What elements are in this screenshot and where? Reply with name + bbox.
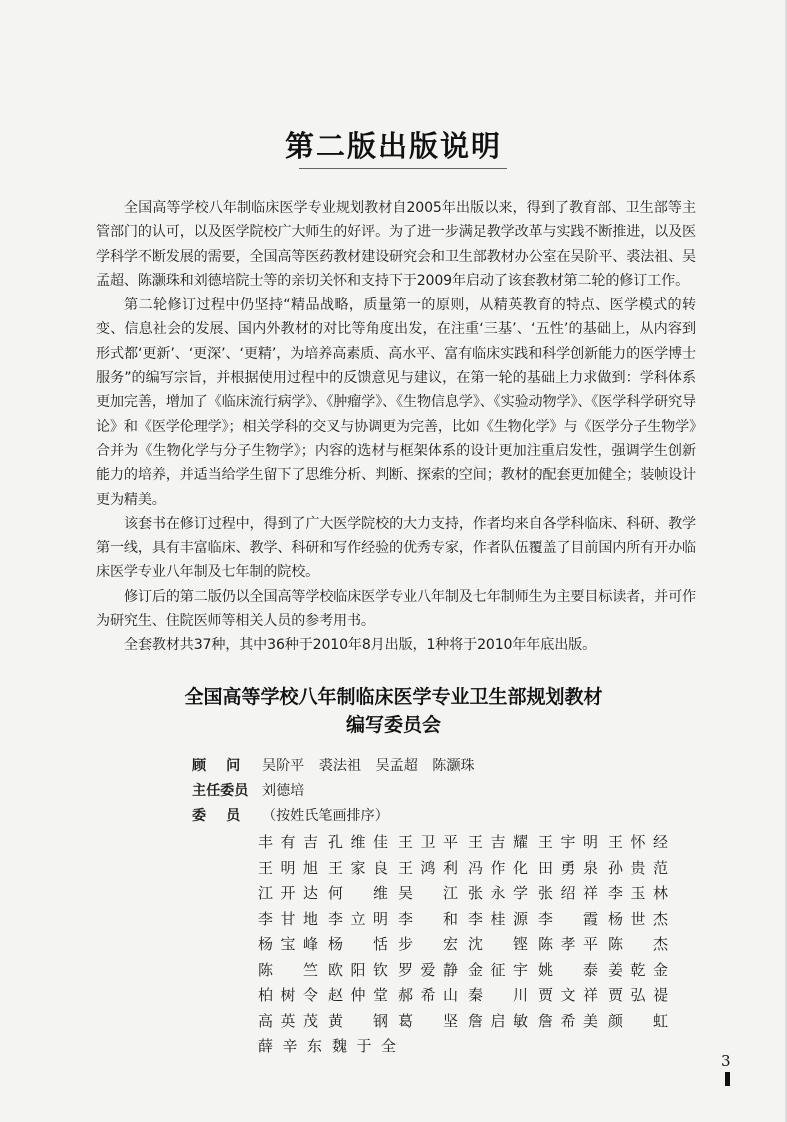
committee-roles bbox=[192, 752, 692, 827]
members-grid bbox=[258, 829, 678, 1059]
member-name: 颜虹 bbox=[608, 1011, 668, 1030]
member-row bbox=[258, 931, 678, 957]
member-name: 杨恬 bbox=[328, 935, 388, 954]
paragraph: 修订后的第二版仍以全国高等学校临床医学专业八年制及七年制师生为主要目标读者，并可作为研究生、住院医师等相关人员的参考用书。 bbox=[96, 588, 696, 630]
members-label: 委员 bbox=[192, 807, 261, 824]
member-name: 秦川 bbox=[468, 986, 528, 1005]
chair-row bbox=[192, 777, 692, 802]
member-row bbox=[258, 855, 678, 881]
member-name: 欧阳钦 bbox=[328, 960, 388, 979]
member-name: 魏于全 bbox=[332, 1037, 396, 1056]
member-name: 田勇泉 bbox=[538, 858, 598, 877]
advisor-name: 裘法祖 bbox=[318, 757, 362, 774]
member-name: 杨世杰 bbox=[608, 909, 668, 928]
advisors-row bbox=[192, 752, 692, 777]
page-number: 3 bbox=[721, 1052, 731, 1070]
member-name: 王宇明 bbox=[538, 833, 598, 852]
member-row bbox=[258, 982, 678, 1008]
member-name: 杨宝峰 bbox=[258, 935, 318, 954]
member-name: 薛辛东 bbox=[258, 1037, 322, 1056]
advisor-name: 吴阶平 bbox=[262, 757, 305, 774]
member-name: 陈孝平 bbox=[538, 935, 598, 954]
member-row bbox=[258, 880, 678, 906]
members-row bbox=[192, 802, 692, 827]
page-marker bbox=[725, 1072, 730, 1086]
member-name: 王明旭 bbox=[258, 858, 318, 877]
member-row bbox=[258, 1033, 678, 1059]
member-name: 詹启敏 bbox=[468, 1011, 528, 1030]
member-name: 葛坚 bbox=[398, 1011, 458, 1030]
member-row bbox=[258, 906, 678, 932]
member-name: 王卫平 bbox=[398, 833, 458, 852]
member-name: 李玉林 bbox=[608, 884, 668, 903]
member-name: 郝希山 bbox=[398, 986, 458, 1005]
advisor-name: 吴孟超 bbox=[375, 757, 418, 774]
member-name: 贾文祥 bbox=[538, 986, 598, 1005]
paragraph: 全国高等学校八年制临床医学专业规划教材自2005年出版以来，得到了教育部、卫生部等主管部门的认可，以及医学院校广大师生的好评。为了进一步满足教学改革与实践不断推进，以及医学科学不断发展的需要，全国高等医药教材建设研究会和卫生部教材办公室在吴阶平、裘法祖、吴孟超、陈灏珠和刘德培院士等的亲切关怀和支持下于2009年启动了该套教材第二轮的修订工作。 bbox=[96, 200, 696, 289]
paragraph: 全套教材共37种，其中36种于2010年8月出版，1种将于2010年年底出版。 bbox=[124, 637, 597, 654]
member-name: 丰有吉 bbox=[258, 833, 318, 852]
page-title: 第二版出版说明 bbox=[284, 129, 502, 163]
member-name: 步宏 bbox=[398, 935, 458, 954]
member-name: 王家良 bbox=[328, 858, 388, 877]
body-text bbox=[96, 196, 696, 658]
member-name: 李甘地 bbox=[258, 909, 318, 928]
member-name: 孔维佳 bbox=[328, 833, 388, 852]
member-name: 赵仲堂 bbox=[328, 986, 388, 1005]
member-name: 冯作化 bbox=[468, 858, 528, 877]
committee-title-line1: 全国高等学校八年制临床医学专业卫生部规划教材 bbox=[184, 686, 603, 708]
member-name: 李霞 bbox=[538, 909, 598, 928]
chair-label: 主任委员 bbox=[192, 782, 249, 799]
advisors-label: 顾问 bbox=[192, 757, 261, 774]
committee-title-line2: 编写委员会 bbox=[345, 714, 441, 736]
member-name: 王鸿利 bbox=[398, 858, 458, 877]
member-name: 吴江 bbox=[398, 884, 458, 903]
paragraph: 第二轮修订过程中仍坚持“精品战略，质量第一的原则，从精英教育的特点、医学模式的转变、信息社会的发展、国内外教材的对比等角度出发，在注重‘三基’、‘五性’的基础上，从内容到形式都‘更新’、‘更深’、‘更精’，为培养高素质、高水平、富有临床实践和科学创新能力的医学博士服务”的编写宗旨，并根据使用过程中的反馈意见与建议，在第一轮的基础上力求做到：学科体系更加完善，增加了《临床流行病学》、《肿瘤学》、《生物信息学》、《实验动物学》、《医学科学研究导论》和《医学伦理学》；相关学科的交叉与协调更为完善，比如《生物化学》与《医学分子生物学》合并为《生物化学与分子生物学》；内容的选材与框架体系的设计更加注重启发性，强调学生创新能力的培养，并适当给学生留下了思维分析、判断、探索的空间；教材的配套更加健全；装帧设计更为精美。 bbox=[96, 297, 696, 508]
member-name: 沈铿 bbox=[468, 935, 528, 954]
member-row bbox=[258, 1008, 678, 1034]
title-underline bbox=[299, 168, 507, 169]
member-name: 王怀经 bbox=[608, 833, 668, 852]
member-name: 李桂源 bbox=[468, 909, 528, 928]
chair-names bbox=[262, 780, 314, 800]
member-name: 陈杰 bbox=[608, 935, 668, 954]
member-name: 姚泰 bbox=[538, 960, 598, 979]
advisor-name: 陈灏珠 bbox=[432, 757, 475, 774]
member-name: 黄钢 bbox=[328, 1011, 388, 1030]
member-name: 贾弘禔 bbox=[608, 986, 668, 1005]
member-name: 何维 bbox=[328, 884, 388, 903]
member-name: 李和 bbox=[398, 909, 458, 928]
advisors-names bbox=[262, 755, 485, 775]
member-name: 张永学 bbox=[468, 884, 528, 903]
chair-name: 刘德培 bbox=[262, 782, 305, 799]
member-name: 王吉耀 bbox=[468, 833, 528, 852]
paragraph: 该套书在修订过程中，得到了广大医学院校的大力支持，作者均来自各学科临床、科研、教学第一线，具有丰富临床、教学、科研和写作经验的优秀专家，作者队伍覆盖了目前国内所有开办临床医学专业八年制及七年制的院校。 bbox=[96, 515, 696, 581]
member-name: 陈竺 bbox=[258, 960, 318, 979]
member-name: 张绍祥 bbox=[538, 884, 598, 903]
member-row bbox=[258, 957, 678, 983]
members-note: （按姓氏笔画排序） bbox=[262, 807, 389, 824]
member-name: 罗爱静 bbox=[398, 960, 458, 979]
member-name: 詹希美 bbox=[538, 1011, 598, 1030]
member-name: 李立明 bbox=[328, 909, 388, 928]
member-name: 江开达 bbox=[258, 884, 318, 903]
member-name: 金征宇 bbox=[468, 960, 528, 979]
member-name: 柏树令 bbox=[258, 986, 318, 1005]
member-name: 姜乾金 bbox=[608, 960, 668, 979]
committee-heading bbox=[0, 683, 787, 739]
member-row bbox=[258, 829, 678, 855]
member-name: 孙贵范 bbox=[608, 858, 668, 877]
member-name: 高英茂 bbox=[258, 1011, 318, 1030]
